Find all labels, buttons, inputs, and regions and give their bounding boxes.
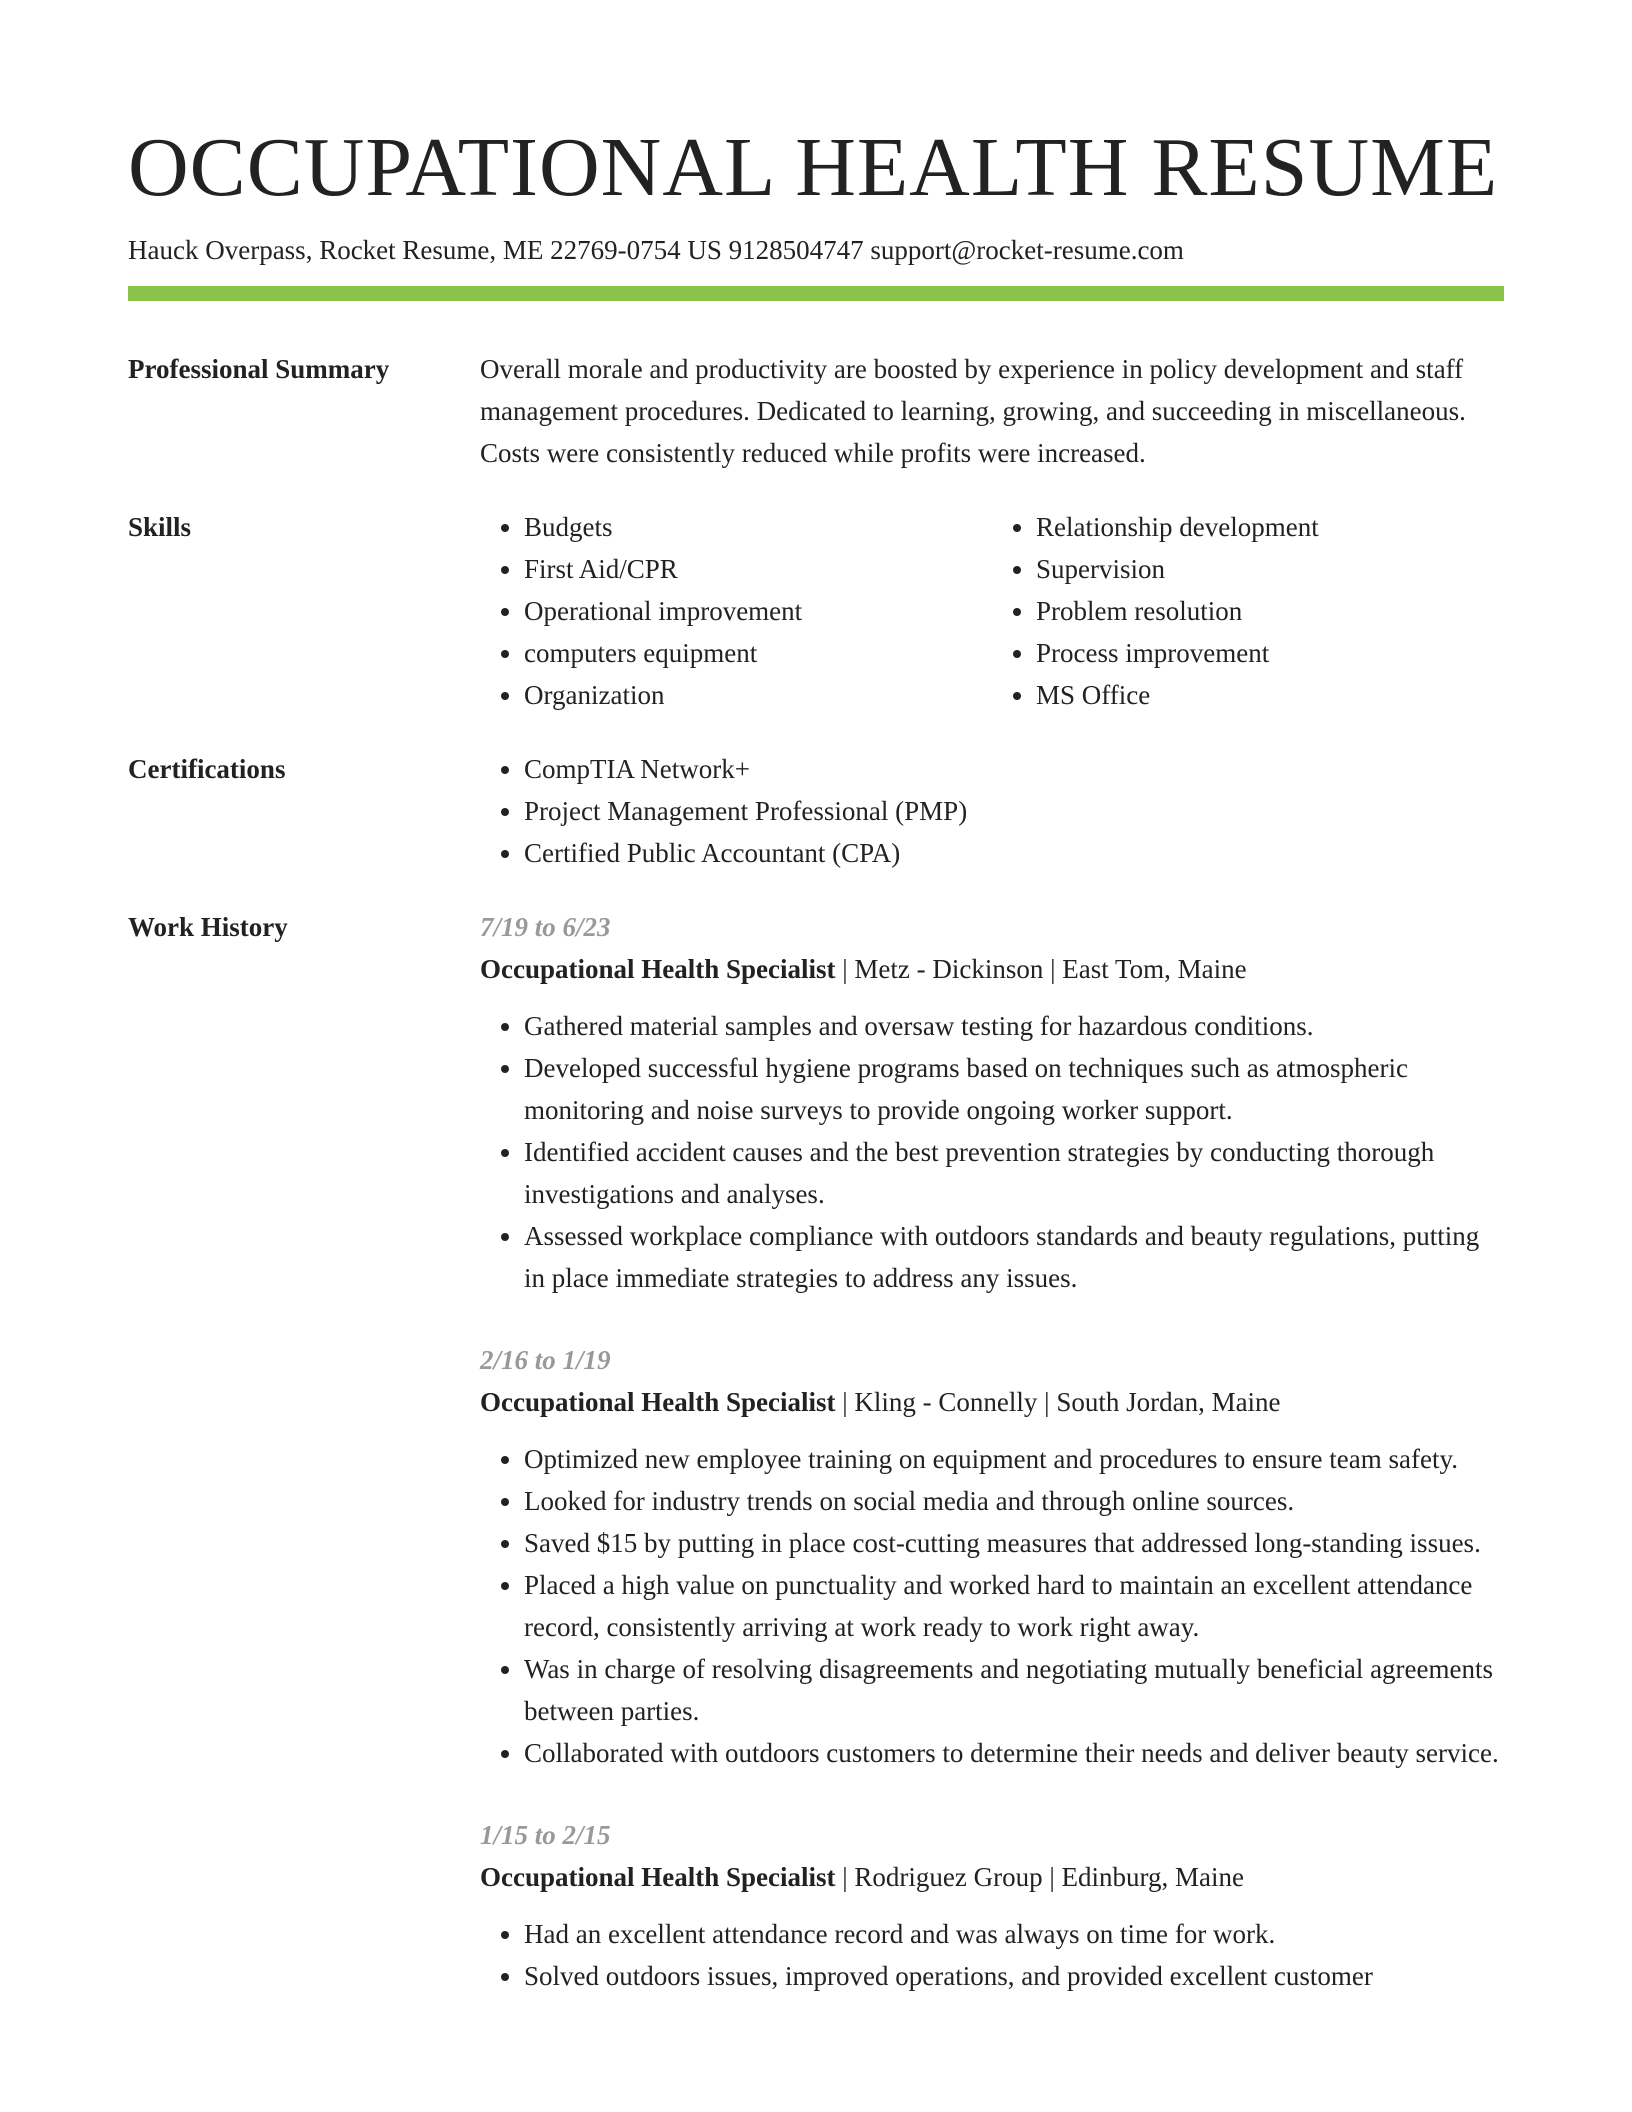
skill-item: • Relationship development: [1036, 506, 1504, 548]
resume-title: OCCUPATIONAL HEALTH RESUME: [128, 121, 1499, 214]
contact-line: Hauck Overpass, Rocket Resume, ME 22769-0754 US 9128504747 support@rocket-resume.com: [128, 235, 1184, 265]
summary-text: Overall morale and productivity are boosted by experience in policy development and staff management procedures. Dedicated to learning, growing, and succeeding in miscellaneous. Costs were consistently reduced while profits were increased.: [480, 354, 1466, 468]
skill-item: • First Aid/CPR: [524, 548, 992, 590]
job-details: | Metz - Dickinson | East Tom, Maine: [835, 954, 1247, 984]
skill-item: • Budgets: [524, 506, 992, 548]
skill-item: • Problem resolution: [1036, 590, 1504, 632]
skill-item: • MS Office: [1036, 674, 1504, 716]
skills-label: Skills: [128, 512, 192, 542]
skills-list-right: [992, 506, 1504, 716]
job-title: Occupational Health Specialist: [480, 1862, 836, 1892]
job-details: | Rodriguez Group | Edinburg, Maine: [835, 1862, 1245, 1892]
job-dates: 7/19 to 6/23: [480, 912, 611, 942]
skill-item: • Process improvement: [1036, 632, 1504, 674]
job-bullet: • Had an excellent attendance record and was always on time for work.: [524, 1913, 1504, 1955]
job-heading: [480, 1856, 1504, 1898]
job-bullet: • Collaborated with outdoors customers to determine their needs and deliver beauty service.: [524, 1732, 1504, 1774]
job-bullet: • Looked for industry trends on social media and through online sources.: [524, 1480, 1504, 1522]
job-entry: [480, 1814, 1504, 1997]
job-dates: 1/15 to 2/15: [480, 1820, 611, 1850]
job-heading: [480, 948, 1504, 990]
skills-list-left: [480, 506, 992, 716]
skill-item: • Operational improvement: [524, 590, 992, 632]
work-history-content: [480, 906, 1504, 2037]
work-history-label: Work History: [128, 912, 288, 942]
job-bullets: [480, 1005, 1504, 1299]
job-bullet: • Assessed workplace compliance with outdoors standards and beauty regulations, putting in place immediate strategies to address any issues.: [524, 1215, 1504, 1299]
job-bullet: • Optimized new employee training on equipment and procedures to ensure team safety.: [524, 1438, 1504, 1480]
job-details: | Kling - Connelly | South Jordan, Maine: [835, 1387, 1281, 1417]
certifications-label: Certifications: [128, 754, 286, 784]
accent-divider: [128, 286, 1504, 301]
job-bullet: • Was in charge of resolving disagreements and negotiating mutually beneficial agreements between parties.: [524, 1648, 1504, 1732]
job-bullets: [480, 1913, 1504, 1997]
skill-item: • computers equipment: [524, 632, 992, 674]
certification-item: • Project Management Professional (PMP): [524, 790, 1504, 832]
job-bullets: [480, 1438, 1504, 1774]
job-bullet: • Solved outdoors issues, improved operations, and provided excellent customer: [524, 1955, 1504, 1997]
certification-item: • CompTIA Network+: [524, 748, 1504, 790]
job-dates: 2/16 to 1/19: [480, 1345, 611, 1375]
job-title: Occupational Health Specialist: [480, 1387, 836, 1417]
skills-columns: [480, 506, 1504, 716]
job-bullet: • Placed a high value on punctuality and worked hard to maintain an excellent attendance record, consistently arriving at work ready to work right away.: [524, 1564, 1504, 1648]
certifications-content: [480, 748, 1504, 874]
job-bullet: • Developed successful hygiene programs based on techniques such as atmospheric monitoring and noise surveys to provide ongoing worker support.: [524, 1047, 1504, 1131]
certification-item: • Certified Public Accountant (CPA): [524, 832, 1504, 874]
certifications-list: [480, 748, 1504, 874]
job-title: Occupational Health Specialist: [480, 954, 836, 984]
skill-item: • Supervision: [1036, 548, 1504, 590]
job-entry: [480, 1339, 1504, 1774]
job-heading: [480, 1381, 1504, 1423]
summary-label: Professional Summary: [128, 354, 390, 384]
job-bullet: • Saved $15 by putting in place cost-cutting measures that addressed long-standing issues.: [524, 1522, 1504, 1564]
job-entry: [480, 906, 1504, 1299]
skill-item: • Organization: [524, 674, 992, 716]
job-bullet: • Identified accident causes and the best prevention strategies by conducting thorough investigations and analyses.: [524, 1131, 1504, 1215]
job-bullet: • Gathered material samples and oversaw testing for hazardous conditions.: [524, 1005, 1504, 1047]
